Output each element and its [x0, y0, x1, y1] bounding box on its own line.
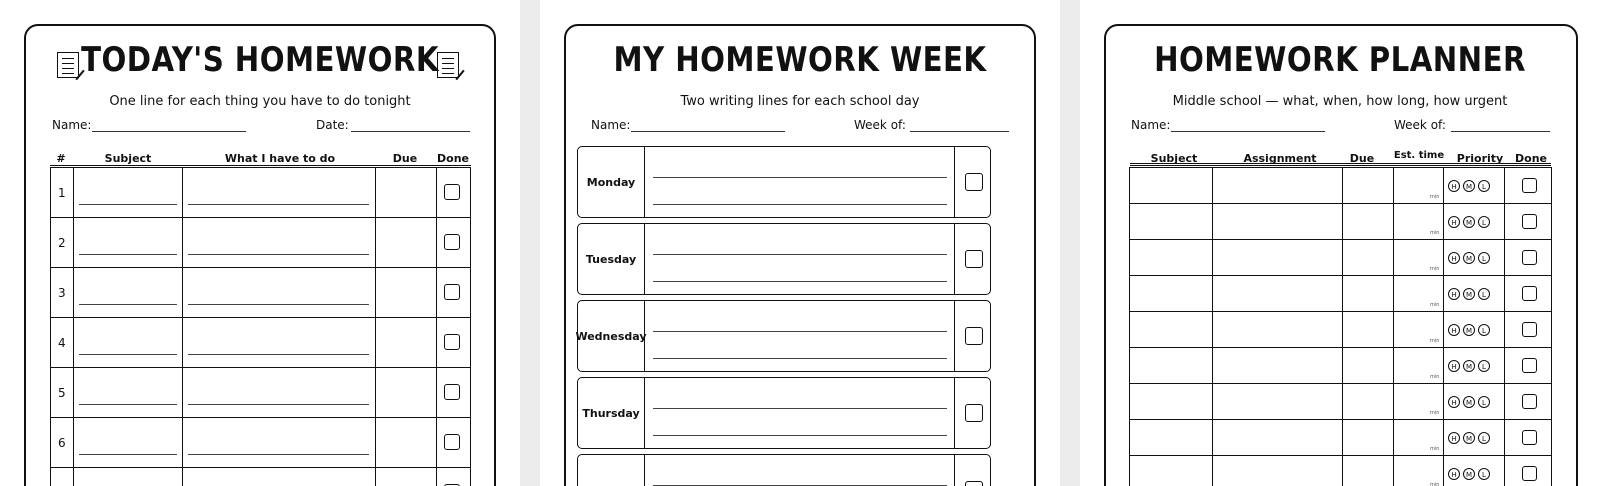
priority-option[interactable]: H: [1448, 180, 1460, 192]
column-divider: [1342, 240, 1343, 275]
column-divider: [73, 218, 74, 267]
done-checkbox[interactable]: [444, 334, 460, 350]
time-unit-label: min: [1430, 230, 1440, 236]
time-unit-label: min: [1430, 194, 1440, 200]
column-divider: [1443, 420, 1444, 455]
column-divider: [1393, 348, 1394, 383]
column-divider: [375, 368, 376, 417]
column-divider: [1443, 240, 1444, 275]
write-line[interactable]: [653, 408, 947, 409]
column-divider: [182, 168, 183, 217]
table-row: [50, 467, 471, 486]
subject-write-line[interactable]: [79, 354, 177, 355]
page-subtitle: One line for each thing you have to do tonight: [109, 94, 411, 109]
column-divider: [1504, 312, 1505, 347]
priority-selector[interactable]: [1448, 288, 1490, 300]
table-row: [1129, 167, 1552, 204]
subject-write-line[interactable]: [79, 404, 177, 405]
column-header-done: Done: [437, 152, 469, 165]
done-checkbox[interactable]: [444, 284, 460, 300]
column-divider: [644, 455, 645, 486]
done-checkbox[interactable]: [965, 250, 983, 268]
column-divider: [1443, 204, 1444, 239]
write-line[interactable]: [653, 254, 947, 255]
column-header-due: Due: [392, 152, 418, 165]
column-divider: [1393, 276, 1394, 311]
write-line[interactable]: [653, 331, 947, 332]
worksheet-todays-homework: [0, 0, 520, 486]
column-divider: [1393, 420, 1394, 455]
column-divider: [1393, 456, 1394, 486]
table-row: [50, 367, 471, 418]
column-divider: [436, 468, 437, 486]
priority-selector[interactable]: [1448, 216, 1490, 228]
table-row: [1129, 311, 1552, 348]
column-divider: [73, 268, 74, 317]
week-of-label: Week of:: [854, 118, 906, 132]
priority-option[interactable]: M: [1463, 360, 1475, 372]
task-write-line[interactable]: [188, 304, 369, 305]
done-checkbox[interactable]: [1522, 430, 1537, 445]
column-divider: [1393, 384, 1394, 419]
time-unit-label: min: [1430, 266, 1440, 272]
column-divider: [1393, 168, 1394, 203]
column-divider: [1342, 312, 1343, 347]
column-divider: [73, 468, 74, 486]
column-header-assignment: Assignment: [1243, 152, 1317, 165]
priority-option[interactable]: L: [1478, 324, 1490, 336]
priority-selector[interactable]: [1448, 180, 1490, 192]
column-divider: [1443, 348, 1444, 383]
write-line[interactable]: [653, 358, 947, 359]
priority-option[interactable]: H: [1448, 216, 1460, 228]
column-divider: [73, 318, 74, 367]
column-divider: [182, 218, 183, 267]
task-write-line[interactable]: [188, 404, 369, 405]
week-of-label: Week of:: [1394, 118, 1446, 132]
priority-selector[interactable]: [1448, 324, 1490, 336]
priority-option[interactable]: H: [1448, 468, 1460, 480]
priority-option[interactable]: H: [1448, 252, 1460, 264]
priority-option[interactable]: L: [1478, 432, 1490, 444]
table-row: [50, 317, 471, 368]
column-divider: [1342, 348, 1343, 383]
column-divider: [1342, 456, 1343, 486]
column-divider: [1443, 384, 1444, 419]
done-checkbox[interactable]: [1522, 358, 1537, 373]
column-divider: [436, 368, 437, 417]
worksheet-homework-planner: [1080, 0, 1600, 486]
priority-option[interactable]: M: [1463, 216, 1475, 228]
column-divider: [1342, 168, 1343, 203]
header-rule: [1130, 163, 1551, 166]
priority-option[interactable]: L: [1478, 468, 1490, 480]
column-divider: [644, 147, 645, 217]
date-label: Date:: [316, 118, 349, 132]
column-divider: [1393, 204, 1394, 239]
column-header-subject: Subject: [104, 152, 152, 165]
column-divider: [375, 268, 376, 317]
priority-option[interactable]: M: [1463, 252, 1475, 264]
week-of-field[interactable]: [1451, 131, 1550, 132]
column-divider: [1443, 276, 1444, 311]
priority-option[interactable]: L: [1478, 216, 1490, 228]
done-checkbox[interactable]: [444, 184, 460, 200]
column-divider: [1504, 384, 1505, 419]
day-row: [577, 377, 991, 449]
task-write-line[interactable]: [188, 254, 369, 255]
subject-write-line[interactable]: [79, 204, 177, 205]
table-row: [50, 167, 471, 218]
column-divider: [1342, 276, 1343, 311]
day-label: Thursday: [582, 406, 640, 420]
column-divider: [1443, 456, 1444, 486]
week-of-field[interactable]: [910, 131, 1009, 132]
task-write-line[interactable]: [188, 454, 369, 455]
write-line[interactable]: [653, 204, 947, 205]
column-divider: [1212, 456, 1213, 486]
priority-option[interactable]: M: [1463, 288, 1475, 300]
column-divider: [436, 268, 437, 317]
column-divider: [1212, 384, 1213, 419]
priority-option[interactable]: M: [1463, 432, 1475, 444]
done-checkbox[interactable]: [1522, 250, 1537, 265]
column-divider: [436, 418, 437, 467]
column-header-number: #: [56, 152, 66, 165]
priority-option[interactable]: L: [1478, 288, 1490, 300]
done-checkbox[interactable]: [965, 327, 983, 345]
task-write-line[interactable]: [188, 354, 369, 355]
day-label: Wednesday: [575, 329, 647, 343]
write-line[interactable]: [653, 435, 947, 436]
column-divider: [1504, 420, 1505, 455]
priority-option[interactable]: L: [1478, 252, 1490, 264]
time-unit-label: min: [1430, 302, 1440, 308]
done-checkbox[interactable]: [1522, 214, 1537, 229]
priority-option[interactable]: H: [1448, 432, 1460, 444]
column-divider: [1504, 240, 1505, 275]
table-row: [1129, 203, 1552, 240]
priority-option[interactable]: H: [1448, 360, 1460, 372]
column-divider: [954, 147, 955, 217]
column-divider: [182, 268, 183, 317]
column-divider: [1212, 276, 1213, 311]
table-row: [1129, 275, 1552, 312]
column-divider: [1393, 240, 1394, 275]
column-divider: [954, 455, 955, 486]
column-divider: [1504, 276, 1505, 311]
write-line[interactable]: [653, 177, 947, 178]
column-divider: [1504, 456, 1505, 486]
done-checkbox[interactable]: [965, 404, 983, 422]
day-row: [577, 223, 991, 295]
done-checkbox[interactable]: [444, 434, 460, 450]
column-header-est-time: Est. time: [1393, 150, 1445, 161]
page-title: HOMEWORK PLANNER: [1154, 40, 1526, 80]
column-divider: [1504, 348, 1505, 383]
column-divider: [436, 168, 437, 217]
day-label: Tuesday: [585, 252, 637, 266]
column-divider: [436, 218, 437, 267]
priority-option[interactable]: H: [1448, 324, 1460, 336]
date-field[interactable]: [351, 131, 470, 132]
task-write-line[interactable]: [188, 204, 369, 205]
column-header-task: What I have to do: [224, 152, 336, 165]
priority-option[interactable]: L: [1478, 396, 1490, 408]
priority-option[interactable]: L: [1478, 360, 1490, 372]
column-header-done: Done: [1515, 152, 1547, 165]
column-divider: [1393, 312, 1394, 347]
done-checkbox[interactable]: [965, 173, 983, 191]
column-divider: [375, 218, 376, 267]
page-title: TODAY'S HOMEWORK: [81, 40, 439, 80]
column-divider: [375, 168, 376, 217]
column-divider: [644, 224, 645, 294]
column-divider: [954, 224, 955, 294]
time-unit-label: min: [1430, 410, 1440, 416]
time-unit-label: min: [1430, 446, 1440, 452]
column-divider: [1443, 312, 1444, 347]
column-divider: [1504, 168, 1505, 203]
subject-write-line[interactable]: [79, 304, 177, 305]
name-label: Name:: [591, 118, 631, 132]
priority-selector[interactable]: [1448, 252, 1490, 264]
row-number: 4: [58, 336, 66, 350]
column-divider: [1212, 420, 1213, 455]
day-row: [577, 454, 991, 486]
priority-selector[interactable]: [1448, 360, 1490, 372]
column-divider: [954, 378, 955, 448]
time-unit-label: min: [1430, 374, 1440, 380]
priority-option[interactable]: M: [1463, 324, 1475, 336]
table-row: [50, 267, 471, 318]
column-divider: [1504, 204, 1505, 239]
column-header-subject: Subject: [1150, 152, 1198, 165]
column-header-priority: Priority: [1456, 152, 1504, 165]
table-row: [50, 417, 471, 468]
column-divider: [1342, 384, 1343, 419]
column-divider: [73, 168, 74, 217]
column-header-due: Due: [1349, 152, 1375, 165]
worksheet-homework-week: [540, 0, 1060, 486]
name-field[interactable]: [92, 131, 246, 132]
priority-option[interactable]: H: [1448, 396, 1460, 408]
day-label: Monday: [586, 175, 636, 189]
priority-option[interactable]: M: [1463, 468, 1475, 480]
time-unit-label: min: [1430, 338, 1440, 344]
day-label: [578, 455, 644, 486]
column-divider: [1212, 240, 1213, 275]
column-divider: [1212, 168, 1213, 203]
table-row: [1129, 455, 1552, 486]
row-number: 2: [58, 236, 66, 250]
subject-write-line[interactable]: [79, 454, 177, 455]
column-divider: [182, 368, 183, 417]
priority-option[interactable]: H: [1448, 288, 1460, 300]
done-checkbox[interactable]: [1522, 394, 1537, 409]
table-row: [1129, 383, 1552, 420]
column-divider: [954, 301, 955, 371]
page-title: MY HOMEWORK WEEK: [613, 40, 987, 80]
column-divider: [1212, 312, 1213, 347]
table-row: [1129, 347, 1552, 384]
column-divider: [1212, 204, 1213, 239]
column-divider: [73, 418, 74, 467]
column-divider: [375, 418, 376, 467]
column-divider: [1212, 348, 1213, 383]
column-divider: [375, 318, 376, 367]
name-field[interactable]: [631, 131, 785, 132]
row-number: 6: [58, 436, 66, 450]
table-row: [50, 217, 471, 268]
done-checkbox[interactable]: [1522, 466, 1537, 481]
column-divider: [644, 378, 645, 448]
column-divider: [182, 318, 183, 367]
priority-option[interactable]: M: [1463, 396, 1475, 408]
page-subtitle: Middle school — what, when, how long, how urgent: [1172, 94, 1508, 109]
column-divider: [73, 368, 74, 417]
column-divider: [375, 468, 376, 486]
priority-option[interactable]: L: [1478, 180, 1490, 192]
name-label: Name:: [52, 118, 92, 132]
write-line[interactable]: [653, 281, 947, 282]
done-checkbox[interactable]: [1522, 322, 1537, 337]
done-checkbox[interactable]: [1522, 178, 1537, 193]
day-row: [577, 146, 991, 218]
name-field[interactable]: [1171, 131, 1325, 132]
column-divider: [1342, 204, 1343, 239]
priority-selector[interactable]: [1448, 468, 1490, 480]
priority-option[interactable]: M: [1463, 180, 1475, 192]
page-subtitle: Two writing lines for each school day: [680, 94, 920, 109]
table-row: [1129, 419, 1552, 456]
priority-selector[interactable]: [1448, 432, 1490, 444]
column-divider: [644, 301, 645, 371]
priority-selector[interactable]: [1448, 396, 1490, 408]
column-divider: [436, 318, 437, 367]
column-divider: [1443, 168, 1444, 203]
row-number: 3: [58, 286, 66, 300]
row-number: 5: [58, 386, 66, 400]
column-divider: [182, 468, 183, 486]
subject-write-line[interactable]: [79, 254, 177, 255]
column-divider: [182, 418, 183, 467]
done-checkbox[interactable]: [1522, 286, 1537, 301]
done-checkbox[interactable]: [444, 234, 460, 250]
column-divider: [1342, 420, 1343, 455]
name-label: Name:: [1131, 118, 1171, 132]
table-row: [1129, 239, 1552, 276]
done-checkbox[interactable]: [444, 384, 460, 400]
row-number: 1: [58, 186, 66, 200]
time-unit-label: min: [1430, 482, 1440, 486]
done-checkbox[interactable]: [965, 481, 983, 486]
day-row: [577, 300, 991, 372]
